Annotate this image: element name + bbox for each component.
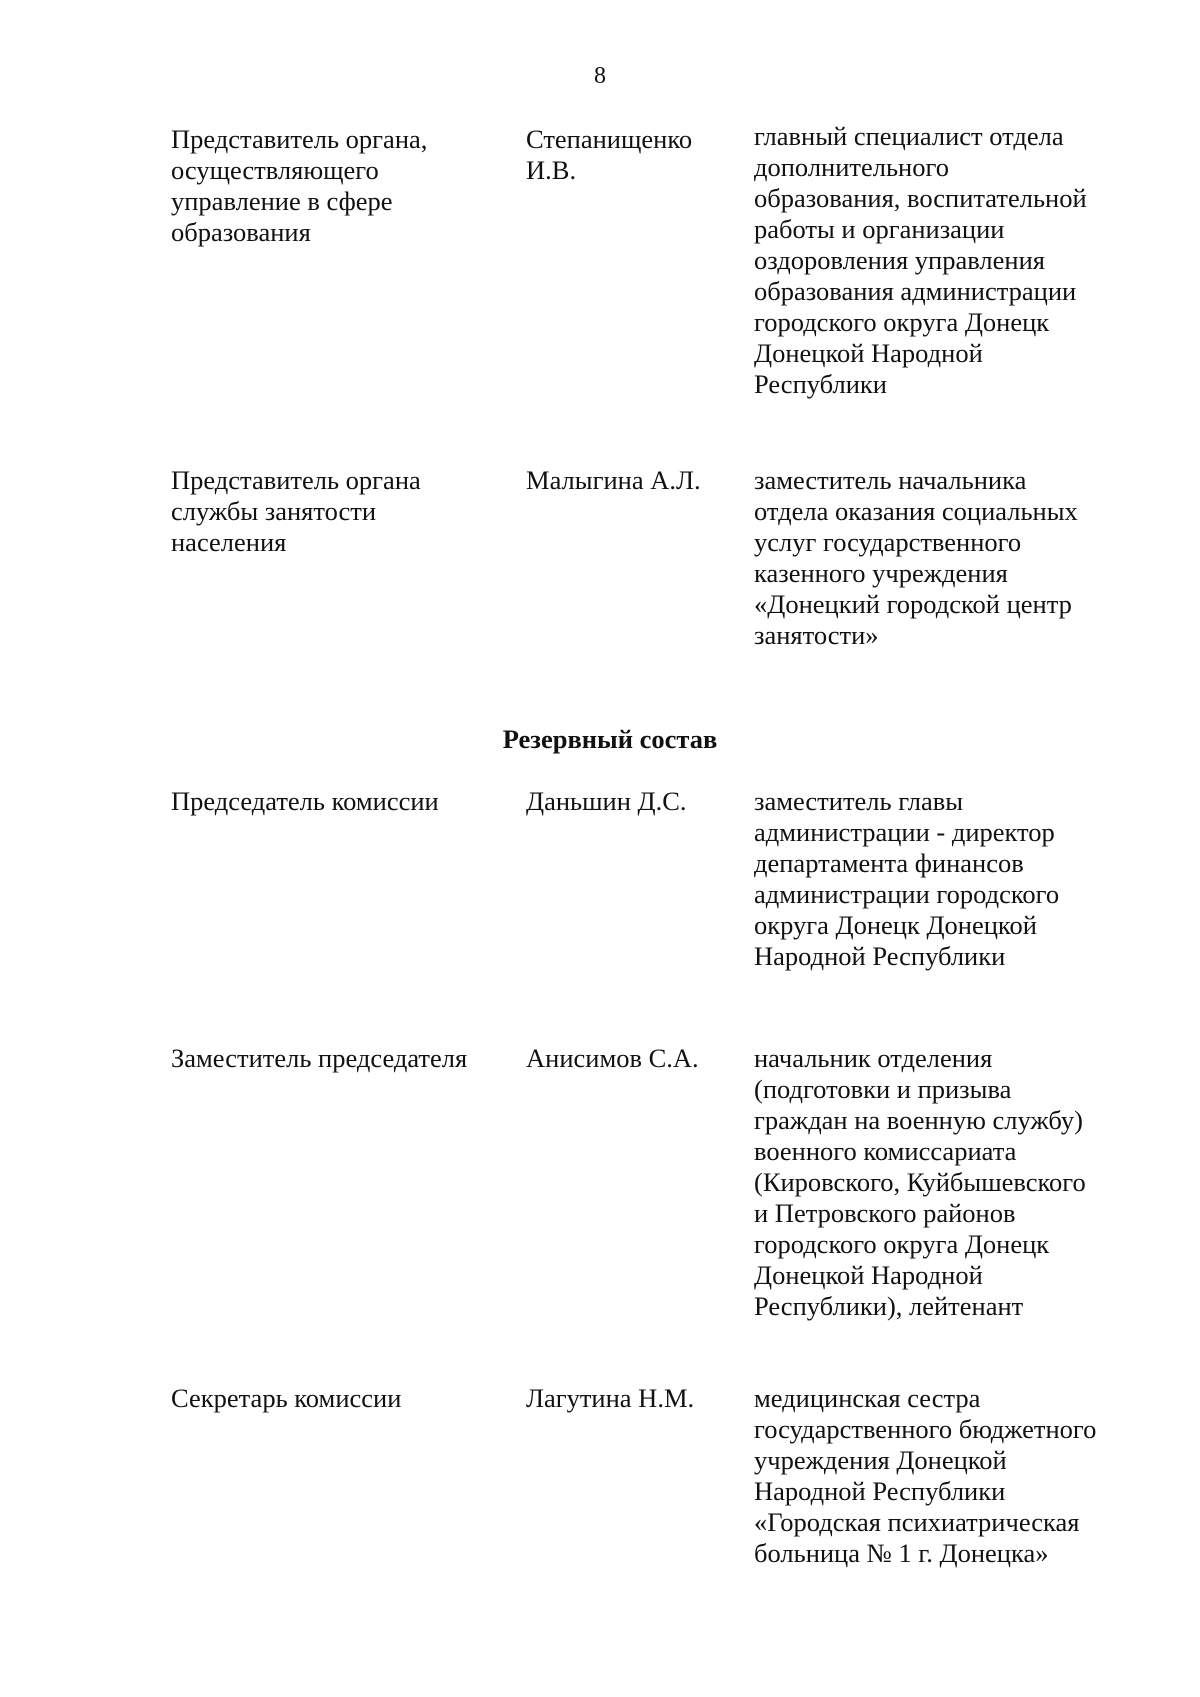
reserve-member-position: заместитель главы администрации - директор департамента финансов администрации городского округа Донецк Донецкой Народной Республики: [754, 786, 1060, 971]
reserve-member-name: Анисимов С.А.: [526, 1043, 699, 1073]
member-role: Представитель органа службы занятости населения: [171, 465, 421, 557]
reserve-member-role: Председатель комиссии: [171, 786, 439, 816]
reserve-section-heading: Резервный состав: [502, 724, 718, 754]
reserve-member-position: начальник отделения (подготовки и призыва граждан на военную службу) военного комиссариата (Кировского, Куйбышевского и Петровского районов городского округа Донецк Донецкой Народной Республики), лейтенант: [754, 1043, 1086, 1321]
member-position: заместитель начальника отдела оказания социальных услуг государственного казенного учреждения «Донецкий городской центр занятости»: [754, 465, 1078, 650]
reserve-member-position: медицинская сестра государственного бюджетного учреждения Донецкой Народной Республики «Городская психиатрическая больница № 1 г. Донецка»: [754, 1383, 1097, 1568]
member-name: Малыгина А.Л.: [526, 465, 701, 495]
reserve-member-name: Лагутина Н.М.: [526, 1383, 695, 1413]
member-name: Степанищенко И.В.: [526, 124, 693, 185]
reserve-member-role: Секретарь комиссии: [171, 1383, 402, 1413]
page-number: 8: [594, 63, 606, 89]
member-position: главный специалист отдела дополнительного образования, воспитательной работы и организации оздоровления управления образования администрации городского округа Донецк Донецкой Народной Республики: [754, 121, 1087, 399]
member-role: Представитель органа, осуществляющего управление в сфере образования: [171, 124, 428, 247]
reserve-member-name: Даньшин Д.С.: [526, 786, 687, 816]
reserve-member-role: Заместитель председателя: [171, 1043, 468, 1073]
